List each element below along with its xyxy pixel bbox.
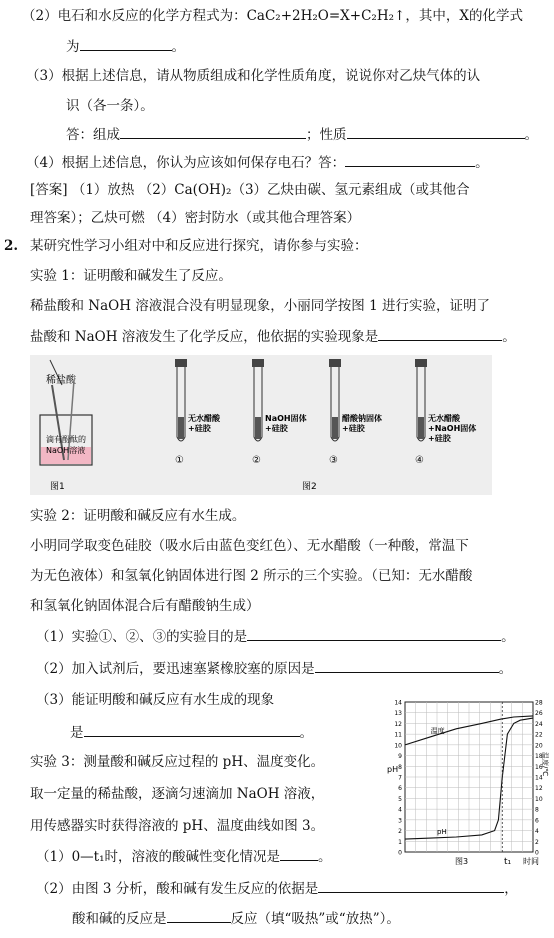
line-2 <box>66 36 185 57</box>
y-tick-left: 14 <box>394 699 402 707</box>
text: （1）实验①、②、③的实验目的是 <box>36 629 248 645</box>
line-9 <box>30 236 368 256</box>
question-number <box>4 236 18 256</box>
tube-contents <box>418 417 424 439</box>
y-tick-right: 22 <box>535 731 543 739</box>
y-tick-right: 16 <box>535 763 543 771</box>
y-tick-right: 0 <box>535 849 539 857</box>
figure-2 <box>175 359 476 466</box>
left-axis-ticks <box>394 700 402 857</box>
text: 实验 3：测量酸和碱反应过程的 pH、温度变化。 <box>30 754 325 770</box>
line-21 <box>30 752 324 772</box>
y-tick-left: 8 <box>398 763 402 771</box>
answer-blank[interactable] <box>80 36 172 51</box>
y-tick-left: 10 <box>394 742 402 750</box>
answer-blank[interactable] <box>378 326 502 341</box>
text: 反应（填“吸热”或“放热”）。 <box>230 911 400 927</box>
text: 盐酸和 NaOH 溶液发生了化学反应，他依据的实验现象是 <box>30 329 379 345</box>
y-tick-left: 9 <box>398 753 402 761</box>
text: （3）根据上述信息，请从物质组成和化学性质角度，说说你对乙炔气体的认 <box>26 68 481 84</box>
text: 某研究性学习小组对中和反应进行探究，请你参与实验： <box>30 238 368 254</box>
y-tick-left: 11 <box>394 731 402 739</box>
answer-blank[interactable] <box>280 846 318 861</box>
y-tick-left: 0 <box>398 849 402 857</box>
y-tick-left: 7 <box>398 774 402 782</box>
tube-label: +硅胶 <box>428 434 451 443</box>
line-20 <box>70 722 313 743</box>
text: 理答案）；乙炔可燃 （4）密封防水（或其他合理答案） <box>30 210 361 226</box>
y-tick-left: 6 <box>398 785 402 793</box>
line-25 <box>36 878 518 899</box>
y-axis-right-label: 温度/℃ <box>541 752 549 777</box>
text: 小明同学取变色硅胶（吸水后由蓝色变红色）、无水醋酸（一种酸，常温下 <box>30 538 469 554</box>
series-label: 温度 <box>430 726 445 735</box>
text: 用传感器实时获得溶液的 pH、温度曲线如图 3。 <box>30 818 325 834</box>
tube-number: ② <box>252 455 261 466</box>
text: （2）加入试剂后，要迅速塞紧橡胶塞的原因是 <box>36 661 315 677</box>
text: 识（各一条）。 <box>66 98 154 114</box>
text: （3）能证明酸和碱反应有水生成的现象 <box>36 692 275 708</box>
y-tick-right: 2 <box>535 838 539 846</box>
answer-blank[interactable] <box>120 124 306 139</box>
answer-blank[interactable] <box>347 124 525 139</box>
figure-3-caption: 图3 <box>455 857 469 866</box>
y-tick-left: 12 <box>394 720 402 728</box>
x-axis-label: 时间 <box>523 857 539 866</box>
text: （1）0—t₁时，溶液的酸碱性变化情况是 <box>36 849 281 865</box>
figure-1-2 <box>30 355 492 495</box>
text: 。 <box>475 155 489 171</box>
text: 和氢氧化钠固体混合后有醋酸钠生成） <box>30 598 260 614</box>
tube-contents <box>255 417 261 439</box>
y-tick-left: 3 <box>398 817 402 825</box>
line-3 <box>26 66 480 86</box>
y-tick-right: 4 <box>535 828 539 836</box>
tube-label: 醋酸钠固体 <box>342 414 382 423</box>
y-tick-left: 1 <box>398 838 402 846</box>
y-tick-left: 13 <box>394 710 402 718</box>
tube-label: 无水醋酸 <box>188 414 220 423</box>
text: 稀盐酸和 NaOH 溶液混合没有明显现象，小丽同学按图 1 进行实验，证明了 <box>30 298 490 314</box>
line-4 <box>66 96 154 116</box>
rubber-stopper <box>329 359 341 367</box>
test-tube-3 <box>329 359 382 466</box>
x-tick-t1: t₁ <box>504 857 512 867</box>
text: 2. <box>4 238 19 254</box>
text: 实验 1：证明酸和碱发生了反应。 <box>30 268 232 284</box>
answer-blank[interactable] <box>318 878 504 893</box>
text: 为 <box>66 39 80 55</box>
tube-label: +硅胶 <box>342 424 365 433</box>
text: （2）由图 3 分析，酸和碱有发生反应的依据是 <box>36 881 319 897</box>
y-tick-right: 14 <box>535 774 543 782</box>
answer-blank[interactable] <box>345 152 475 167</box>
rubber-stopper <box>175 359 187 367</box>
y-tick-left: 5 <box>398 795 402 803</box>
tube-label: +硅胶 <box>265 424 288 433</box>
line-7 <box>30 180 470 200</box>
text: 。 <box>524 127 538 143</box>
line-23 <box>30 816 324 836</box>
test-tube-1 <box>175 359 221 466</box>
figure-3-chart <box>385 692 550 872</box>
test-tube-2 <box>252 359 307 466</box>
y-tick-left: 2 <box>398 828 402 836</box>
text: 为无色液体）和氢氧化钠固体进行图 2 所示的三个实验。（已知：无水醋酸 <box>30 568 473 584</box>
series-label: pH <box>437 828 447 837</box>
tube-number: ③ <box>329 455 338 466</box>
tube-label: 无水醋酸 <box>428 414 460 423</box>
text: 。 <box>502 329 516 345</box>
answer-blank[interactable] <box>84 722 300 737</box>
line-14 <box>30 536 469 556</box>
y-tick-right: 28 <box>535 699 543 707</box>
y-tick-right: 24 <box>535 720 543 728</box>
text: 。 <box>171 39 185 55</box>
y-tick-right: 18 <box>535 753 543 761</box>
text: 酸和碱的反应是 <box>72 911 167 927</box>
rubber-stopper <box>252 359 264 367</box>
tube-number: ① <box>175 455 184 466</box>
line-5 <box>66 124 538 145</box>
line-10 <box>30 266 232 286</box>
text: 。 <box>501 629 515 645</box>
line-1 <box>22 6 523 26</box>
beaker-label: NaOH溶液 <box>46 446 86 455</box>
text: 。 <box>318 849 332 865</box>
line-12 <box>30 326 516 347</box>
tube-label: +硅胶 <box>188 424 211 433</box>
acid-label: 稀盐酸 <box>46 375 76 386</box>
line-19 <box>36 690 274 710</box>
line-24 <box>36 846 332 867</box>
text: 取一定量的稀盐酸，逐滴匀速滴加 NaOH 溶液， <box>30 786 325 802</box>
y-tick-right: 10 <box>535 795 543 803</box>
text: 是 <box>70 725 84 741</box>
tube-label: NaOH固体 <box>265 414 307 423</box>
line-26 <box>72 908 400 929</box>
chart-grid <box>405 702 533 852</box>
line-22 <box>30 784 324 804</box>
text: 。 <box>498 661 513 677</box>
line-16 <box>30 596 260 616</box>
line-13 <box>30 506 245 526</box>
answer-blank[interactable] <box>247 626 501 641</box>
tube-contents <box>332 417 338 439</box>
line-17 <box>36 626 515 647</box>
figure-2-caption: 图2 <box>302 482 317 492</box>
text: 答：组成 <box>66 127 120 143</box>
figure-1-caption: 图1 <box>50 482 65 492</box>
line-11 <box>30 296 490 316</box>
line-6 <box>26 152 489 173</box>
tube-contents <box>178 417 184 439</box>
right-axis-ticks <box>535 700 543 857</box>
answer-blank[interactable] <box>315 658 499 673</box>
y-tick-right: 12 <box>535 785 543 793</box>
text: （2）电石和水反应的化学方程式为：CaC₂+2H₂O=X+C₂H₂↑，其中，X的化学式 <box>22 8 523 24</box>
tube-number: ④ <box>415 455 424 466</box>
line-18 <box>36 658 512 679</box>
beaker-label: 滴有酚酞的 <box>46 435 86 444</box>
tube-label: +NaOH固体 <box>428 424 477 433</box>
y-tick-right: 8 <box>535 806 539 814</box>
y-tick-left: 4 <box>398 806 402 814</box>
y-axis-left-label: pH <box>387 765 399 774</box>
text: ， <box>504 881 518 897</box>
line-8 <box>30 208 360 228</box>
y-tick-right: 20 <box>535 742 543 750</box>
line-15 <box>30 566 472 586</box>
test-tube-4 <box>415 359 476 466</box>
text: [答案] （1）放热 （2）Ca(OH)₂（3）乙炔由碳、氢元素组成（或其他合 <box>30 182 470 198</box>
answer-blank[interactable] <box>167 908 231 923</box>
y-tick-right: 6 <box>535 817 539 825</box>
rubber-stopper <box>415 359 427 367</box>
y-tick-right: 26 <box>535 710 543 718</box>
text: （4）根据上述信息，你认为应该如何保存电石？答： <box>26 155 346 171</box>
text: 实验 2：证明酸和碱反应有水生成。 <box>30 508 246 524</box>
text: ；性质 <box>306 127 347 143</box>
figure-1 <box>40 360 92 492</box>
text: 。 <box>299 725 313 741</box>
